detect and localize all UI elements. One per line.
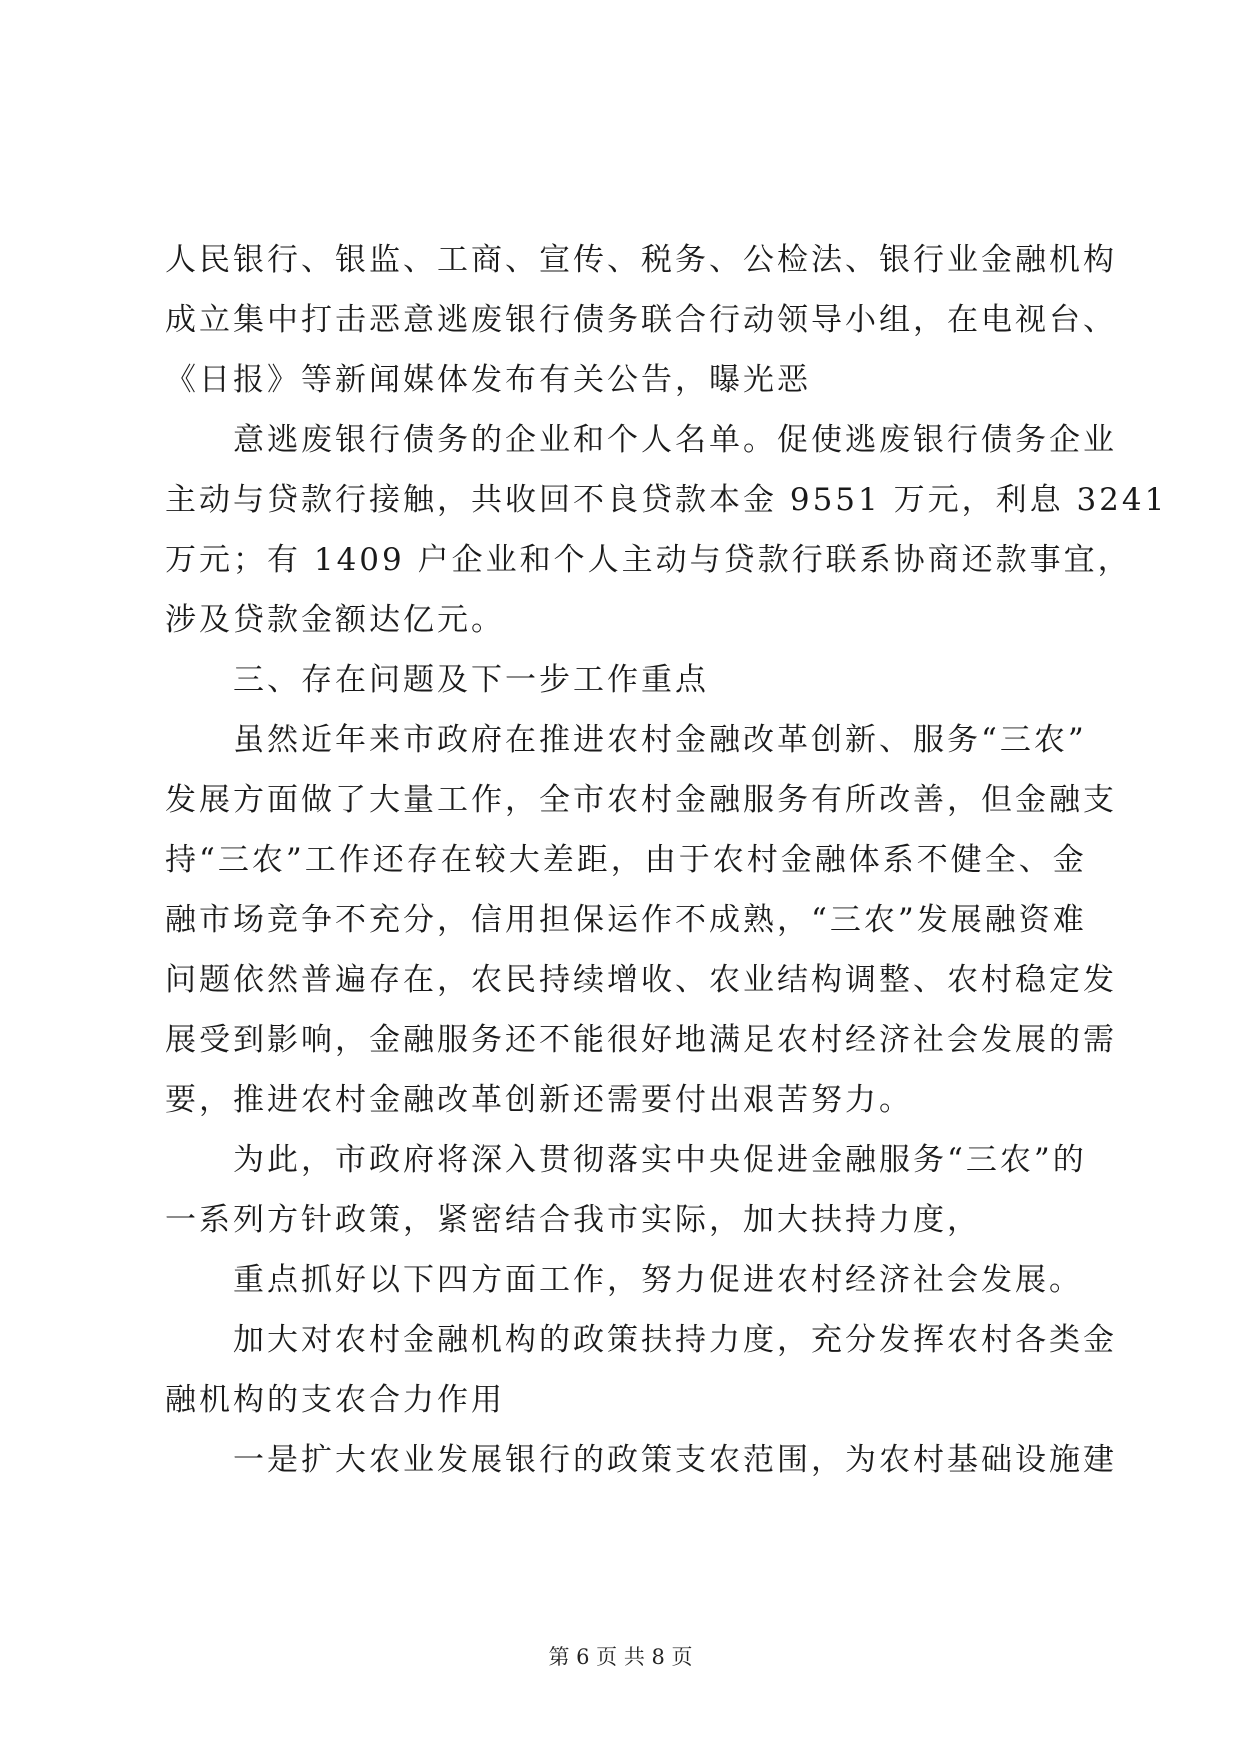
text-line: 展受到影响，金融服务还不能很好地满足农村经济社会发展的需 (165, 1022, 1117, 1058)
text-line: 重点抓好以下四方面工作，努力促进农村经济社会发展。 (233, 1262, 1083, 1298)
text-line: 人民银行、银监、工商、宣传、税务、公检法、银行业金融机构 (165, 242, 1117, 278)
text-line: 虽然近年来市政府在推进农村金融改革创新、服务“三农” (233, 722, 1087, 758)
text-line: 一是扩大农业发展银行的政策支农范围，为农村基础设施建 (233, 1442, 1117, 1478)
text-line: 为此，市政府将深入贯彻落实中央促进金融服务“三农”的 (233, 1142, 1087, 1178)
section-heading: 三、存在问题及下一步工作重点 (233, 662, 709, 698)
text-line: 《日报》等新闻媒体发布有关公告，曝光恶 (165, 362, 811, 398)
text-line: 成立集中打击恶意逃废银行债务联合行动领导小组，在电视台、 (165, 302, 1117, 338)
page-number-footer: 第 6 页 共 8 页 (548, 1645, 693, 1669)
text-line: 万元；有 1409 户企业和个人主动与贷款行联系协商还款事宜， (165, 542, 1132, 578)
text-line: 一系列方针政策，紧密结合我市实际，加大扶持力度， (165, 1202, 981, 1238)
text-line: 发展方面做了大量工作，全市农村金融服务有所改善，但金融支 (165, 782, 1117, 818)
text-line: 要，推进农村金融改革创新还需要付出艰苦努力。 (165, 1082, 913, 1118)
text-line: 融机构的支农合力作用 (165, 1382, 505, 1418)
text-line: 意逃废银行债务的企业和个人名单。促使逃废银行债务企业 (233, 422, 1117, 458)
text-line: 加大对农村金融机构的政策扶持力度，充分发挥农村各类金 (233, 1322, 1117, 1358)
text-line: 持“三农”工作还存在较大差距，由于农村金融体系不健全、金 (165, 842, 1087, 878)
document-body (165, 230, 1168, 1490)
text-line: 融市场竞争不充分，信用担保运作不成熟，“三农”发展融资难 (165, 902, 1087, 938)
text-line: 主动与贷款行接触，共收回不良贷款本金 9551 万元，利息 3241 (165, 482, 1168, 518)
text-line: 问题依然普遍存在，农民持续增收、农业结构调整、农村稳定发 (165, 962, 1117, 998)
text-line: 涉及贷款金额达亿元。 (165, 602, 505, 638)
